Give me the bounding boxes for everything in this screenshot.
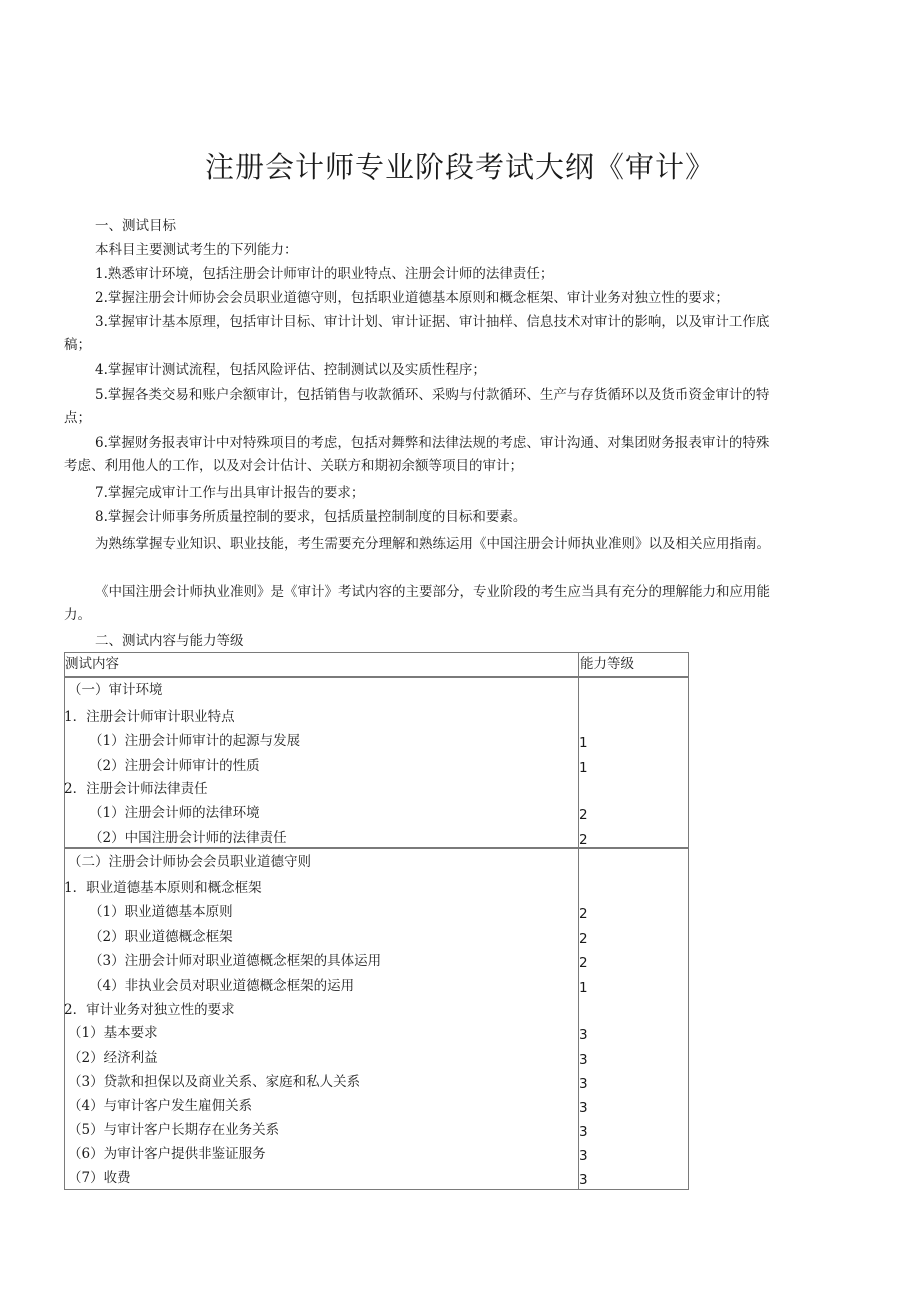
page-title: 注册会计师专业阶段考试大纲《审计》 [204, 150, 715, 184]
table-row-text: 1．注册会计师审计职业特点 [64, 709, 235, 725]
table-row-text: （4）非执业会员对职业道德概念框架的运用 [89, 978, 355, 994]
table-row-text: （5）与审计客户长期存在业务关系 [68, 1122, 280, 1138]
table-row-level: 2 [579, 955, 588, 971]
table-row-text: （3）贷款和担保以及商业关系、家庭和私人关系 [68, 1074, 361, 1090]
table-row-text: （1）注册会计师审计的起源与发展 [89, 733, 301, 749]
objective-item: 2.掌握注册会计师协会会员职业道德守则，包括职业道德基本原则和概念框架、审计业务对独立性的要求； [95, 290, 729, 306]
table-row-text: （1）注册会计师的法律环境 [89, 805, 260, 821]
content-level-table [64, 652, 689, 1190]
table-row-text: （7）收费 [68, 1170, 131, 1186]
table-row-text: （1）职业道德基本原则 [89, 904, 233, 920]
table-row-level: 3 [579, 1172, 588, 1188]
section2-heading: 二、测试内容与能力等级 [95, 633, 244, 649]
table-row-text: （2）注册会计师审计的性质 [89, 758, 260, 774]
table-row-level: 3 [579, 1052, 588, 1068]
table-row-text: （2）经济利益 [68, 1050, 158, 1066]
table-row-level: 3 [579, 1148, 588, 1164]
table-row-text: （1）基本要求 [68, 1025, 158, 1041]
table-row-level: 3 [579, 1100, 588, 1116]
table-row-level: 1 [579, 980, 588, 996]
table-row-text: 2．注册会计师法律责任 [64, 781, 208, 797]
header-content-cell [64, 652, 579, 677]
table-row-level: 1 [579, 735, 588, 751]
table-row-level: 1 [579, 760, 588, 776]
objective-item: 5.掌握各类交易和账户余额审计，包括销售与收款循环、采购与付款循环、生产与存货循环以及货币资金审计的特点； [64, 387, 770, 426]
table-row-level: 3 [579, 1124, 588, 1140]
table-row-level: 2 [579, 807, 588, 823]
table-row-level: 2 [579, 832, 588, 848]
table-row-text: （3）注册会计师对职业道德概念框架的具体运用 [89, 953, 382, 969]
group2-level-cell [578, 848, 689, 1190]
objective-item: 1.熟悉审计环境，包括注册会计师审计的职业特点、注册会计师的法律责任； [95, 266, 554, 282]
objective-item: 7.掌握完成审计工作与出具审计报告的要求； [95, 485, 365, 501]
table-row-text: （6）为审计客户提供非鉴证服务 [68, 1146, 266, 1162]
column-header-level: 能力等级 [580, 656, 634, 672]
table-row-level: 3 [579, 1027, 588, 1043]
table-row-text: 2．审计业务对独立性的要求 [64, 1002, 235, 1018]
section1-heading: 一、测试目标 [95, 218, 176, 234]
table-row-text: （2）中国注册会计师的法律责任 [89, 830, 287, 846]
section1-intro: 本科目主要测试考生的下列能力： [95, 242, 298, 258]
table-row-text: （2）职业道德概念框架 [89, 929, 233, 945]
objective-item: 6.掌握财务报表审计中对特殊项目的考虑，包括对舞弊和法律法规的考虑、审计沟通、对集团财务报表审计的特殊考虑、利用他人的工作，以及对会计估计、关联方和期初余额等项目的审计； [64, 435, 770, 474]
group1-level-cell [578, 677, 689, 848]
table-row-level: 2 [579, 931, 588, 947]
objective-item: 4.掌握审计测试流程，包括风险评估、控制测试以及实质性程序； [95, 362, 486, 378]
objective-item: 3.掌握审计基本原理，包括审计目标、审计计划、审计证据、审计抽样、信息技术对审计的影响，以及审计工作底稿； [64, 314, 770, 353]
table-row-text: 1．职业道德基本原则和概念框架 [64, 880, 262, 896]
scope-paragraph: 《中国注册会计师执业准则》是《审计》考试内容的主要部分，专业阶段的考生应当具有充分的理解能力和应用能力。 [64, 584, 770, 623]
table-row-text: （4）与审计客户发生雇佣关系 [68, 1098, 253, 1114]
table-row-level: 3 [579, 1076, 588, 1092]
group-title: （一）审计环境 [68, 682, 163, 698]
column-header-content: 测试内容 [65, 656, 119, 672]
group-title: （二）注册会计师协会会员职业道德守则 [68, 854, 311, 870]
guidance-paragraph: 为熟练掌握专业知识、职业技能，考生需要充分理解和熟练运用《中国注册会计师执业准则》以及相关应用指南。 [95, 536, 770, 552]
table-row-level: 2 [579, 906, 588, 922]
objective-item: 8.掌握会计师事务所质量控制的要求，包括质量控制制度的目标和要素。 [95, 509, 527, 525]
